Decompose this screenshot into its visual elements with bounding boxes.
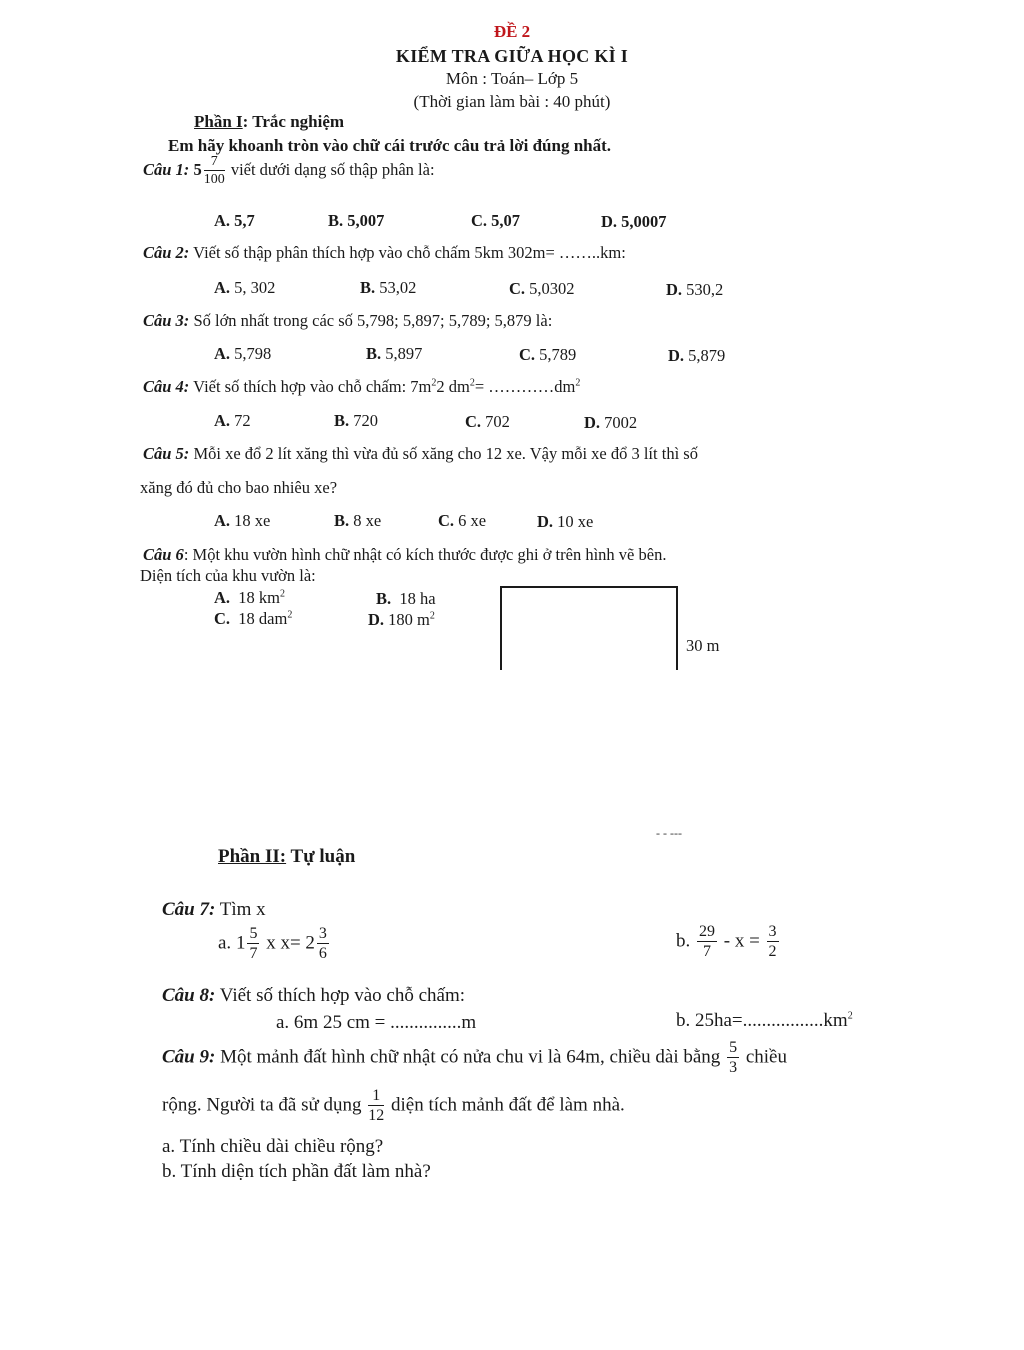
q7-b-prefix: b. bbox=[676, 930, 691, 952]
exam-time: (Thời gian làm bài : 40 phút) bbox=[413, 92, 611, 111]
question-3-text: Số lớn nhất trong các số 5,798; 5,897; 5,789; 5,879 là: bbox=[193, 311, 553, 330]
q7-a-fraction-1 bbox=[247, 926, 259, 962]
question-8-a: a. 6m 25 cm = ...............m bbox=[276, 1012, 477, 1033]
question-7-a bbox=[218, 926, 331, 962]
q4-option-b-value: 720 bbox=[353, 411, 379, 430]
question-2 bbox=[143, 243, 626, 263]
q1-option-a[interactable] bbox=[214, 211, 255, 231]
q9-fraction-1 bbox=[727, 1040, 739, 1076]
question-4-text-c: = …………dm bbox=[474, 377, 576, 396]
q3-option-c-value: 5,789 bbox=[539, 345, 577, 364]
q5-option-d-key: D. bbox=[537, 512, 554, 531]
q3-option-a-value: 5,798 bbox=[234, 344, 272, 363]
question-9-a: a. Tính chiều dài chiều rộng? bbox=[162, 1136, 384, 1157]
q2-option-d[interactable] bbox=[666, 280, 723, 300]
q9-f1-num: 5 bbox=[729, 1039, 738, 1056]
part2-heading bbox=[218, 846, 355, 868]
q6-option-c-key: C. bbox=[214, 609, 231, 628]
question-1 bbox=[143, 155, 435, 187]
q5-option-a-value: 18 xe bbox=[234, 511, 271, 530]
q3-option-c[interactable] bbox=[519, 345, 576, 365]
q2-option-a[interactable] bbox=[214, 278, 275, 298]
q2-option-d-value: 530,2 bbox=[686, 280, 724, 299]
question-8-b bbox=[676, 1010, 853, 1032]
question-9-line2a: rộng. Người ta đã sử dụng bbox=[162, 1094, 362, 1116]
question-3 bbox=[143, 311, 552, 331]
question-8-label: Câu 8: bbox=[162, 985, 216, 1006]
q5-option-d[interactable] bbox=[537, 512, 593, 532]
q2-option-b-key: B. bbox=[360, 278, 376, 297]
q6-option-d-sup: 2 bbox=[429, 610, 435, 622]
question-9 bbox=[162, 1040, 787, 1076]
q4-option-d[interactable] bbox=[584, 413, 637, 433]
q1-whole: 5 bbox=[193, 159, 202, 179]
q8-b-text: b. 25ha=.................km bbox=[676, 1010, 848, 1031]
question-7-b bbox=[676, 924, 781, 960]
question-9-line1b: chiều bbox=[745, 1046, 787, 1068]
q6-option-d-key: D. bbox=[368, 610, 385, 629]
question-8 bbox=[162, 985, 465, 1007]
garden-rectangle-figure bbox=[500, 586, 678, 670]
q1-option-c-value: 5,07 bbox=[491, 211, 521, 230]
q1-option-b[interactable] bbox=[328, 211, 384, 231]
question-8-text: Viết số thích hợp vào chỗ chấm: bbox=[219, 985, 466, 1006]
part1-heading-title: : Trắc nghiệm bbox=[242, 112, 345, 131]
q3-option-a[interactable] bbox=[214, 344, 271, 364]
question-6-label: Câu 6 bbox=[143, 545, 184, 564]
q2-option-c-value: 5,0302 bbox=[529, 279, 575, 298]
q6-option-c[interactable] bbox=[214, 609, 292, 629]
q4-option-a-value: 72 bbox=[234, 411, 251, 430]
q3-option-d-value: 5,879 bbox=[688, 346, 726, 365]
q5-option-a-key: A. bbox=[214, 511, 231, 530]
question-2-text: Viết số thập phân thích hợp vào chỗ chấm 5km 302m= ……..km: bbox=[193, 243, 626, 262]
q4-option-c[interactable] bbox=[465, 412, 510, 432]
q1-option-b-value: 5,007 bbox=[347, 211, 385, 230]
question-6-line1: : Một khu vườn hình chữ nhật có kích thước được ghi ở trên hình vẽ bên. bbox=[183, 545, 667, 564]
q7-a-den-1: 7 bbox=[249, 945, 258, 962]
question-4-text-a: Viết số thích hợp vào chỗ chấm: 7m bbox=[193, 377, 432, 396]
q4-sup-3: 2 bbox=[575, 377, 581, 389]
figure-width-label: 30 m bbox=[686, 636, 720, 655]
question-5-label: Câu 5: bbox=[143, 444, 190, 463]
question-3-label: Câu 3: bbox=[143, 311, 190, 330]
q3-option-b[interactable] bbox=[366, 344, 422, 364]
q2-option-a-value: 5, 302 bbox=[234, 278, 276, 297]
q6-option-b-value: 18 ha bbox=[399, 589, 436, 608]
part2-heading-label: Phần II: bbox=[218, 846, 287, 867]
q6-option-a-key: A. bbox=[214, 588, 231, 607]
q9-fraction-2 bbox=[368, 1088, 384, 1124]
question-7 bbox=[162, 899, 266, 921]
exam-subject: Môn : Toán– Lớp 5 bbox=[445, 69, 579, 88]
question-9-line2 bbox=[162, 1088, 625, 1124]
q7-a-whole-2: 2 bbox=[305, 932, 315, 954]
q3-option-b-key: B. bbox=[366, 344, 382, 363]
q4-option-d-key: D. bbox=[584, 413, 601, 432]
q2-option-b-value: 53,02 bbox=[379, 278, 417, 297]
q2-option-a-key: A. bbox=[214, 278, 231, 297]
q2-option-d-key: D. bbox=[666, 280, 683, 299]
question-5 bbox=[143, 444, 698, 464]
q7-a-prefix: a. bbox=[218, 932, 232, 954]
q1-option-a-value: 5,7 bbox=[234, 211, 255, 230]
q1-num: 7 bbox=[204, 155, 225, 171]
q1-option-b-key: B. bbox=[328, 211, 344, 230]
question-9-line2b: diện tích mảnh đất để làm nhà. bbox=[391, 1094, 625, 1116]
question-1-text: viết dưới dạng số thập phân là: bbox=[230, 159, 435, 179]
question-9-b: b. Tính diện tích phần đất làm nhà? bbox=[162, 1161, 431, 1182]
q2-option-b[interactable] bbox=[360, 278, 416, 298]
q4-option-c-value: 702 bbox=[485, 412, 510, 431]
q4-option-a[interactable] bbox=[214, 411, 251, 431]
question-5-line2: xăng đó đủ cho bao nhiêu xe? bbox=[140, 478, 338, 497]
q2-option-c[interactable] bbox=[509, 279, 575, 299]
q3-option-b-value: 5,897 bbox=[385, 344, 423, 363]
q5-option-c[interactable] bbox=[438, 511, 486, 531]
q6-option-d[interactable] bbox=[368, 610, 435, 630]
q1-option-c[interactable] bbox=[471, 211, 520, 231]
q9-f2-den: 12 bbox=[368, 1107, 385, 1124]
q5-option-d-value: 10 xe bbox=[557, 512, 594, 531]
q4-option-b-key: B. bbox=[334, 411, 350, 430]
q5-option-b-value: 8 xe bbox=[353, 511, 382, 530]
q5-option-c-value: 6 xe bbox=[458, 511, 487, 530]
q7-a-den-2: 6 bbox=[318, 945, 327, 962]
q4-option-b[interactable] bbox=[334, 411, 378, 431]
part1-heading bbox=[194, 112, 344, 132]
q4-sup-2: 2 bbox=[469, 377, 475, 389]
q6-option-c-value: 18 dam bbox=[238, 609, 288, 628]
question-6 bbox=[143, 545, 666, 565]
q7-b-num-1: 29 bbox=[699, 923, 715, 940]
q2-option-c-key: C. bbox=[509, 279, 526, 298]
q4-sup-1: 2 bbox=[431, 377, 437, 389]
q3-option-c-key: C. bbox=[519, 345, 536, 364]
question-4-text-b: 2 dm bbox=[436, 377, 470, 396]
q7-b-mid: - x = bbox=[723, 930, 760, 952]
q6-option-c-sup: 2 bbox=[287, 609, 293, 621]
q6-option-a-value: 18 km bbox=[238, 588, 281, 607]
q1-den: 100 bbox=[203, 172, 225, 187]
question-2-label: Câu 2: bbox=[143, 243, 190, 262]
q6-option-a-sup: 2 bbox=[280, 588, 286, 600]
q6-option-d-value: 180 m bbox=[388, 610, 430, 629]
question-9-line1a: Một mảnh đất hình chữ nhật có nửa chu vi là 64m, chiều dài bằng bbox=[220, 1046, 721, 1068]
part1-heading-label: Phần I bbox=[194, 112, 243, 131]
q7-b-fraction-2 bbox=[767, 924, 779, 960]
exam-title: KIỂM TRA GIỮA HỌC KÌ I bbox=[395, 46, 629, 66]
exam-number: ĐỀ 2 bbox=[493, 22, 531, 41]
part1-instruction: Em hãy khoanh tròn vào chữ cái trước câu trả lời đúng nhất. bbox=[168, 136, 612, 155]
q7-a-whole-1: 1 bbox=[235, 932, 246, 954]
question-7-text: Tìm x bbox=[219, 899, 266, 920]
q9-f2-num: 1 bbox=[368, 1088, 384, 1106]
q5-option-a[interactable] bbox=[214, 511, 270, 531]
q6-option-b-key: B. bbox=[376, 589, 392, 608]
question-4 bbox=[143, 377, 580, 397]
q1-option-a-key: A. bbox=[214, 211, 231, 230]
q7-b-fraction-1 bbox=[697, 924, 717, 960]
q7-b-num-2: 3 bbox=[768, 923, 777, 940]
q7-a-num-1: 5 bbox=[249, 925, 258, 942]
question-5-line1: Mỗi xe đổ 2 lít xăng thì vừa đủ số xăng cho 12 xe. Vậy mỗi xe đổ 3 lít thì số bbox=[193, 444, 698, 463]
q4-option-c-key: C. bbox=[465, 412, 482, 431]
q1-option-d[interactable] bbox=[601, 212, 667, 232]
q6-option-a[interactable] bbox=[214, 588, 285, 608]
dash-mark: - - --- bbox=[656, 826, 682, 840]
q3-option-d-key: D. bbox=[668, 346, 685, 365]
q7-a-mid: x x= bbox=[266, 932, 301, 954]
q7-b-den-1: 7 bbox=[703, 943, 711, 960]
question-9-label: Câu 9: bbox=[162, 1046, 216, 1068]
q4-option-a-key: A. bbox=[214, 411, 231, 430]
q4-option-d-value: 7002 bbox=[604, 413, 638, 432]
q6-option-b[interactable] bbox=[376, 589, 436, 609]
q7-a-num-2: 3 bbox=[318, 925, 327, 942]
q7-a-fraction-2 bbox=[317, 926, 329, 962]
q5-option-b[interactable] bbox=[334, 511, 381, 531]
q9-f1-den: 3 bbox=[729, 1059, 738, 1076]
question-6-line2: Diện tích của khu vườn là: bbox=[140, 566, 316, 585]
q1-option-d-key: D. bbox=[601, 212, 618, 231]
q3-option-a-key: A. bbox=[214, 344, 231, 363]
q5-option-c-key: C. bbox=[438, 511, 455, 530]
q1-fraction bbox=[204, 155, 225, 187]
question-4-label: Câu 4: bbox=[143, 377, 190, 396]
q5-option-b-key: B. bbox=[334, 511, 350, 530]
q8-b-sup: 2 bbox=[847, 1010, 853, 1022]
q1-option-c-key: C. bbox=[471, 211, 488, 230]
question-7-label: Câu 7: bbox=[162, 899, 216, 920]
q1-option-d-value: 5,0007 bbox=[621, 212, 667, 231]
q7-b-den-2: 2 bbox=[768, 943, 777, 960]
part2-heading-title: Tự luận bbox=[290, 846, 356, 867]
question-1-label: Câu 1: bbox=[143, 159, 190, 179]
q3-option-d[interactable] bbox=[668, 346, 725, 366]
